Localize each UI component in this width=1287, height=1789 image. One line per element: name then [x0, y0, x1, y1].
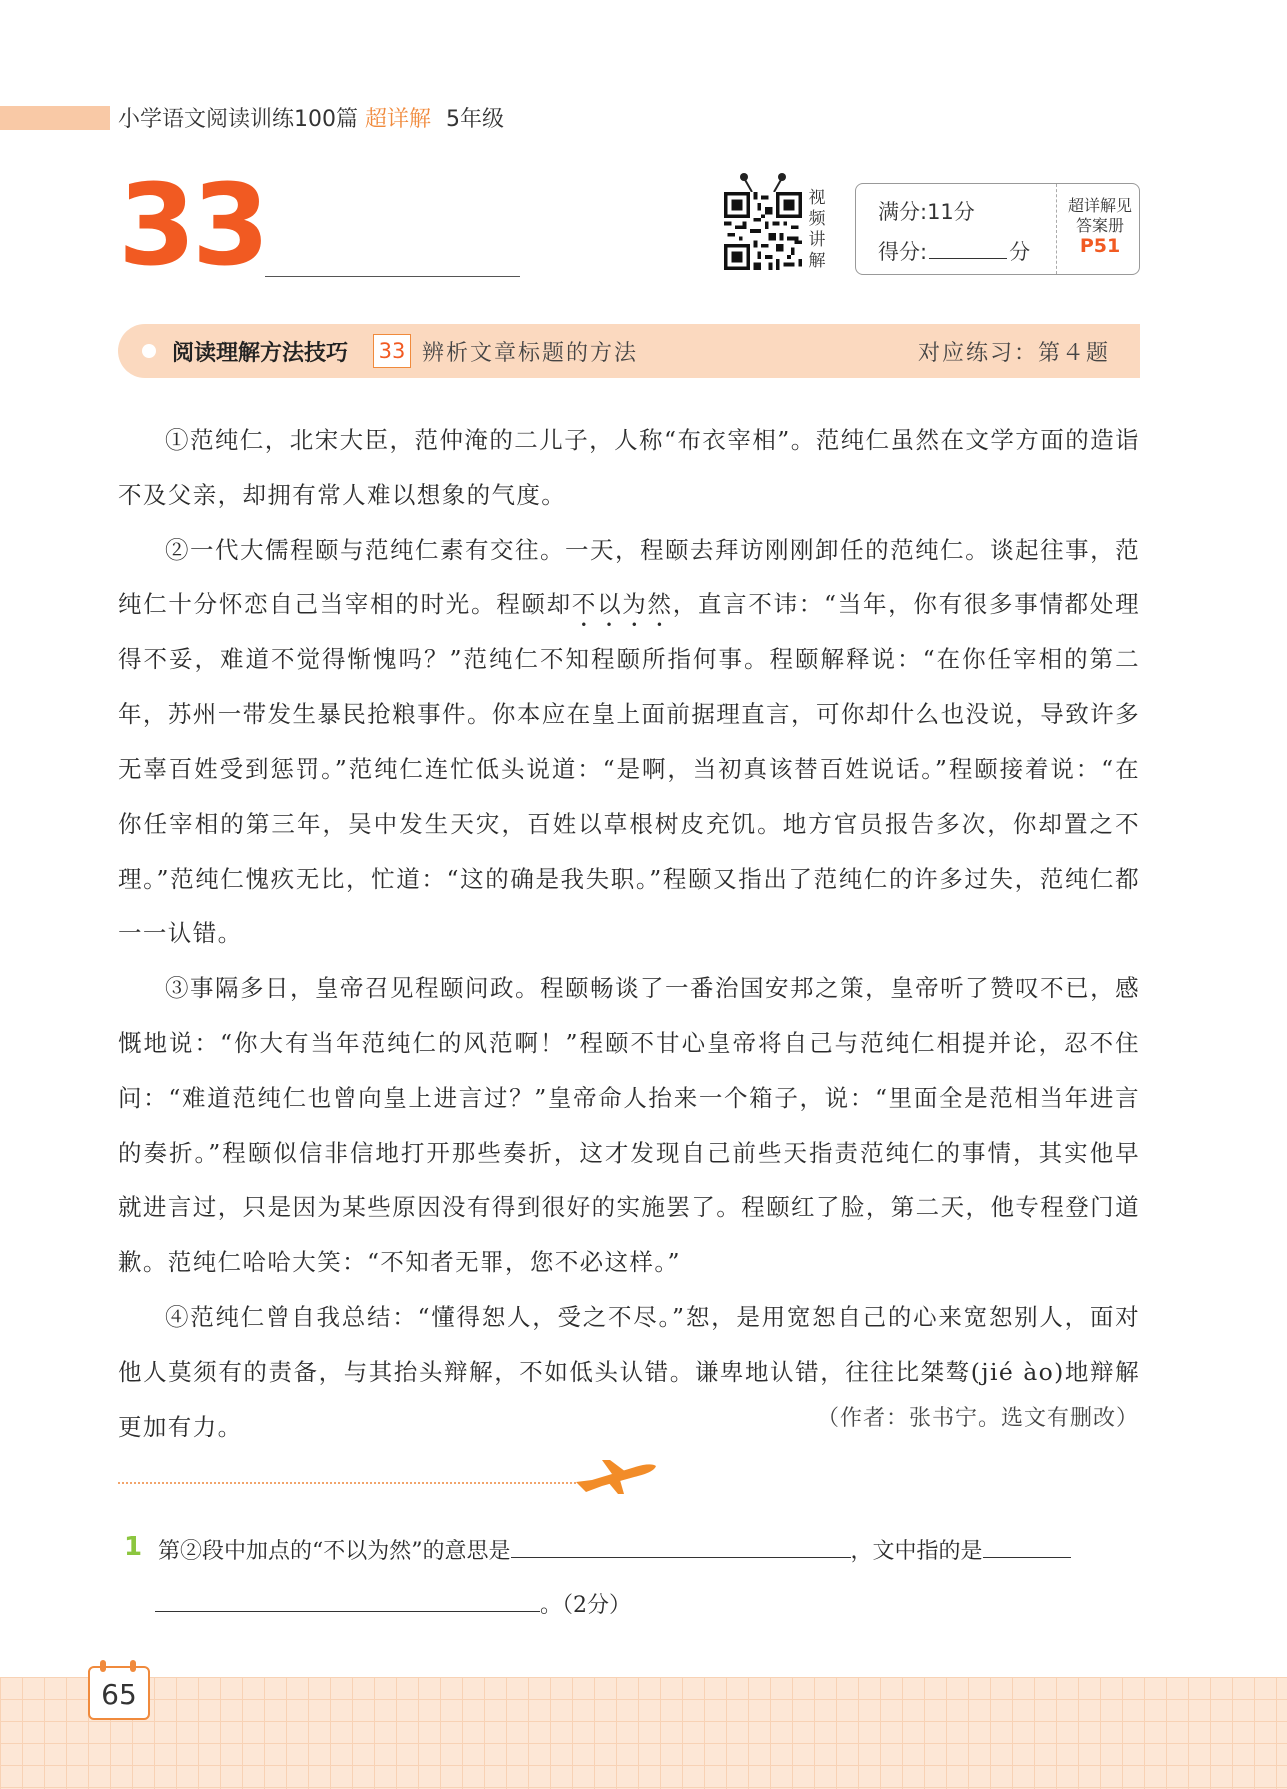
- answer-blank-1[interactable]: [511, 1535, 851, 1558]
- answer-reference: 超详解见 答案册 P51: [1060, 196, 1140, 256]
- author-note: （作者：张书宁。选文有删改）: [816, 1406, 1139, 1431]
- qr-label: 视 频 讲 解: [808, 188, 826, 271]
- book-grade: 5年级: [446, 107, 505, 132]
- book-header: [118, 102, 504, 133]
- qr-code-icon[interactable]: [724, 190, 802, 272]
- question-1-line1: 第②段中加点的“不以为然”的意思是 ，文中指的是: [158, 1534, 1071, 1565]
- bullet-dot: [142, 344, 156, 358]
- score-label: 得分:: [878, 240, 928, 264]
- dotted-phrase: 不以为然: [571, 590, 673, 619]
- practice-reference: 对应练习：第４题: [917, 341, 1110, 366]
- answer-blank-3[interactable]: [155, 1589, 540, 1612]
- answer-blank-2[interactable]: [983, 1535, 1071, 1558]
- footer-grid: [0, 1677, 1287, 1789]
- book-highlight: 超详解: [365, 107, 432, 132]
- method-banner: [118, 324, 1140, 378]
- paragraph-4: ④范纯仁曾自我总结：“懂得恕人，受之不尽。”恕，是用宽恕自己的心来宽恕别人，面对他人莫须有的责备，与其抬头辩解，不如低头认错。谦卑地认错，往往比桀骜(jié ào)地辩解更加有力。: [118, 1302, 1140, 1441]
- book-title: 小学语文阅读训练100篇: [118, 107, 358, 132]
- paragraph-2: ②一代大儒程颐与范纯仁素有交往。一天，程颐去拜访刚刚卸任的范纯仁。谈起往事，范纯仁十分怀恋自己当宰相的时光。程颐却不以为然，直言不讳：“当年，你有很多事情都处理得不妥，难道不觉得惭愧吗？”范纯仁不知程颐所指何事。程颐解释说：“在你任宰相的第二年，苏州一带发生暴民抢粮事件。你本应在皇上面前据理直言，可你却什么也没说，导致许多无辜百姓受到惩罚。”范纯仁连忙低头说道：“是啊，当初真该替百姓说话。”程颐接着说：“在你任宰相的第三年，吴中发生天灾，百姓以草根树皮充饥。地方官员报告多次，你却置之不理。”范纯仁愧疚无比，忙道：“这的确是我失职。”程颐又指出了范纯仁的许多过失，范纯仁都一一认错。: [118, 535, 1140, 948]
- score-field[interactable]: [878, 236, 1030, 266]
- question-number: 1: [124, 1532, 143, 1562]
- page-number: 65: [101, 1678, 137, 1711]
- question-1-line2: 。（2分）: [155, 1588, 631, 1619]
- banner-title: 阅读理解方法技巧: [172, 341, 349, 366]
- title-underline: [265, 276, 520, 277]
- answer-page: P51: [1079, 235, 1121, 257]
- lesson-number: 33: [118, 161, 266, 291]
- paragraph-1: ①范纯仁，北宋大臣，范仲淹的二儿子，人称“布衣宰相”。范纯仁虽然在文学方面的造诣不及父亲，却拥有常人难以想象的气度。: [118, 426, 1140, 509]
- score-divider: [1056, 184, 1057, 274]
- header-accent-bar: [0, 106, 110, 130]
- banner-number: 33: [373, 334, 411, 368]
- calendar-icon: [88, 1666, 150, 1720]
- score-blank[interactable]: [929, 240, 1007, 259]
- full-score: 满分:11分: [878, 200, 975, 224]
- banner-subtitle: 辨析文章标题的方法: [422, 341, 639, 366]
- airplane-icon: [572, 1452, 662, 1496]
- section-divider: [118, 1482, 588, 1484]
- score-unit: 分: [1009, 240, 1031, 264]
- paragraph-3: ③事隔多日，皇帝召见程颐问政。程颐畅谈了一番治国安邦之策，皇帝听了赞叹不已，感慨地说：“你大有当年范纯仁的风范啊！”程颐不甘心皇帝将自己与范纯仁相提并论，忍不住问：“难道范纯仁也曾向皇上进言过？”皇帝命人抬来一个箱子，说：“里面全是范相当年进言的奏折。”程颐似信非信地打开那些奏折，这才发现自己前些天指责范纯仁的事情，其实他早就进言过，只是因为某些原因没有得到很好的实施罢了。程颐红了脸，第二天，他专程登门道歉。范纯仁哈哈大笑：“不知者无罪，您不必这样。”: [118, 974, 1140, 1277]
- score-box: [855, 183, 1140, 275]
- reading-passage: [118, 413, 1140, 1454]
